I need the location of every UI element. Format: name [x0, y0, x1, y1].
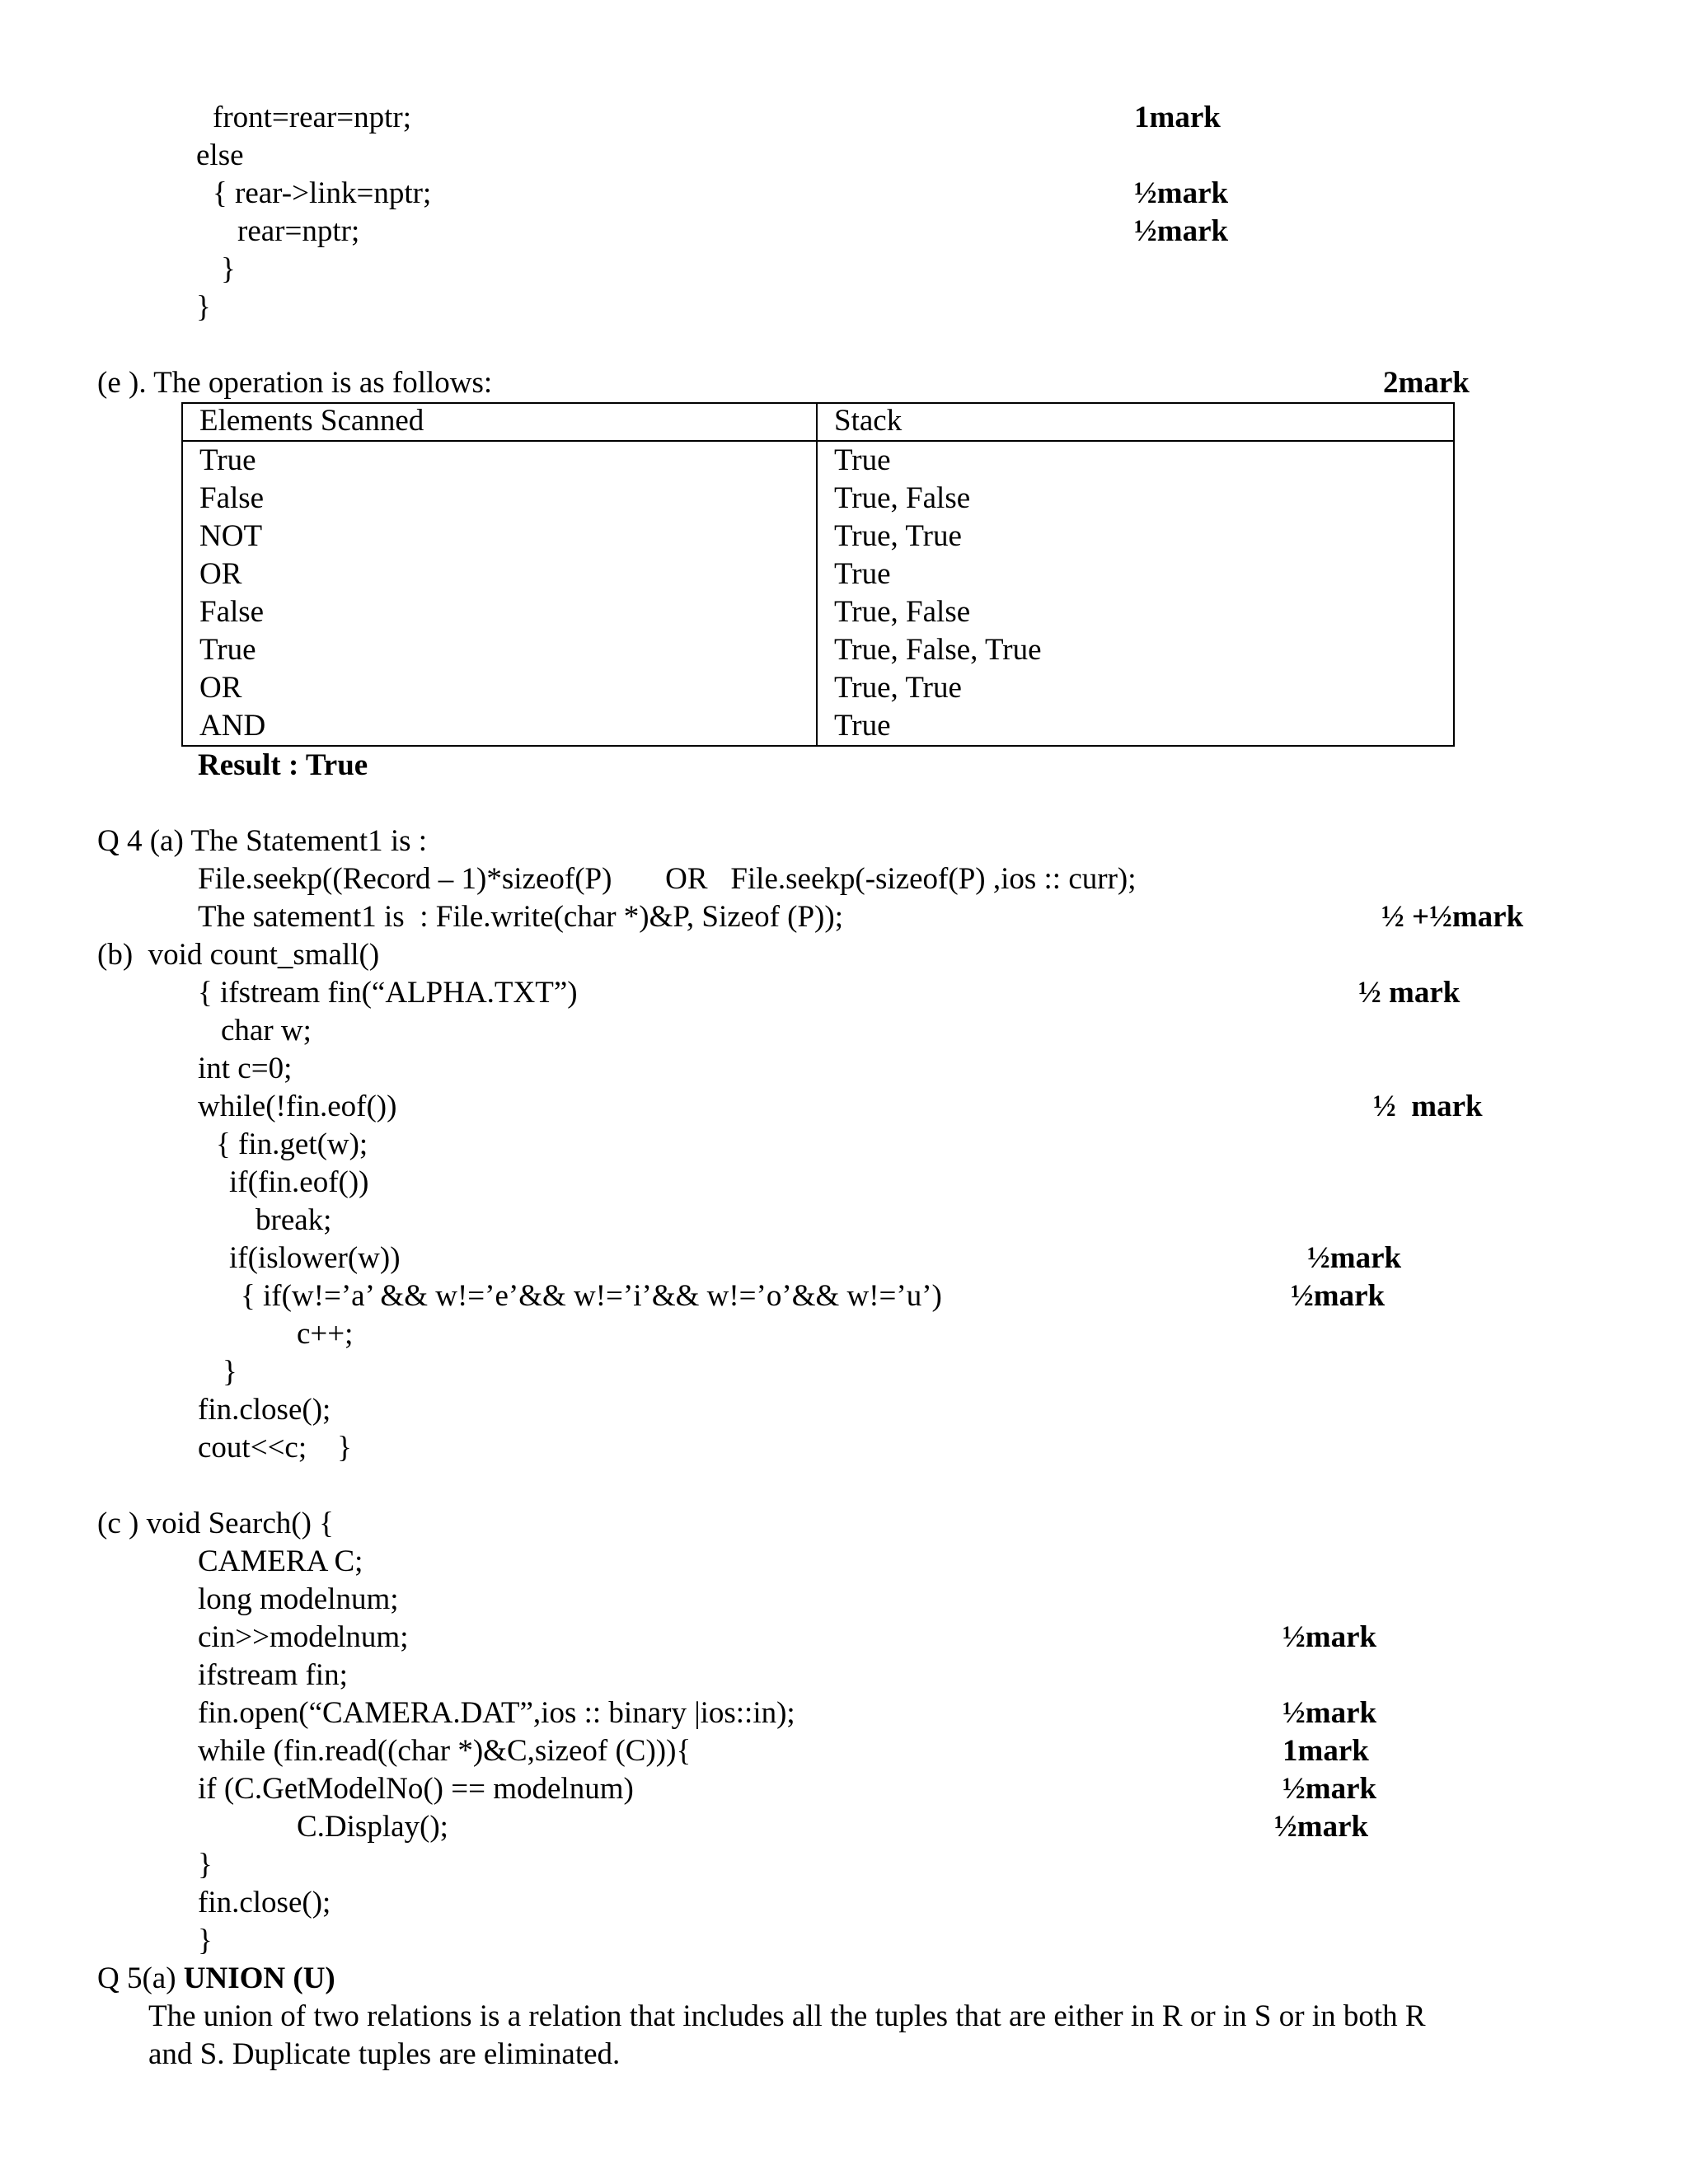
code-line: char w; [221, 1014, 312, 1047]
text-line: The union of two relations is a relation that includes all the tuples that are either in R or in S or in both R [148, 1999, 1426, 2033]
table-cell: NOT [182, 518, 817, 555]
mark-label: ½ +½mark [1381, 900, 1524, 934]
code-line: } [196, 290, 211, 324]
table-row [182, 593, 1454, 631]
code-line: } [198, 1924, 213, 1957]
mark-label: ½mark [1282, 1696, 1377, 1730]
section-heading: Q 4 (a) The Statement1 is : [97, 824, 428, 858]
operation-table [181, 402, 1455, 747]
table-cell: True [817, 555, 1454, 593]
code-line: rear=nptr; [237, 214, 360, 248]
text-line: The satement1 is : File.write(char *)&P, Sizeof (P)); [198, 900, 843, 934]
mark-label: ½mark [1282, 1620, 1377, 1654]
code-line: while(!fin.eof()) [198, 1090, 397, 1123]
table-cell: True, False [817, 593, 1454, 631]
table-row [182, 480, 1454, 518]
table-row [182, 631, 1454, 669]
mark-label: ½ mark [1358, 976, 1461, 1010]
code-line: else [196, 138, 244, 172]
text-line: File.seekp((Record – 1)*sizeof(P) OR File.seekp(-sizeof(P) ,ios :: curr); [198, 862, 1137, 896]
section-heading: (b) void count_small() [97, 938, 380, 972]
table-cell: True [182, 631, 817, 669]
section-heading [97, 1963, 335, 1994]
table-row [182, 555, 1454, 593]
code-line: ifstream fin; [198, 1658, 348, 1692]
table-row [182, 441, 1454, 480]
table-cell: True [182, 441, 817, 480]
code-line: { if(w!=’a’ && w!=’e’&& w!=’i’&& w!=’o’&& w!=’u’) [241, 1279, 942, 1313]
mark-label: ½mark [1282, 1772, 1377, 1806]
code-line: if (C.GetModelNo() == modelnum) [198, 1772, 634, 1806]
column-header: Elements Scanned [182, 403, 817, 441]
code-line: cout<<c; } [198, 1431, 352, 1465]
table-row [182, 669, 1454, 707]
code-line: cin>>modelnum; [198, 1620, 409, 1654]
table-cell: OR [182, 555, 817, 593]
code-line: } [223, 1355, 237, 1389]
mark-label: ½ mark [1373, 1090, 1483, 1123]
table-cell: AND [182, 707, 817, 746]
code-line: fin.close(); [198, 1393, 331, 1427]
table-cell: True, True [817, 518, 1454, 555]
code-line: { ifstream fin(“ALPHA.TXT”) [198, 976, 578, 1010]
table-row [182, 518, 1454, 555]
code-line: break; [256, 1203, 332, 1237]
code-line: C.Display(); [297, 1810, 448, 1844]
section-heading: (e ). The operation is as follows: [97, 366, 493, 400]
table-cell: True [817, 441, 1454, 480]
mark-label: ½mark [1134, 176, 1229, 210]
column-header: Stack [817, 403, 1454, 441]
mark-label: ½mark [1134, 214, 1229, 248]
mark-label: 1mark [1134, 101, 1221, 134]
code-line: fin.close(); [198, 1886, 331, 1919]
table-cell: OR [182, 669, 817, 707]
result-text: Result : True [198, 748, 368, 782]
code-line: if(fin.eof()) [229, 1165, 369, 1199]
code-line: { rear->link=nptr; [213, 176, 432, 210]
code-line: int c=0; [198, 1052, 293, 1085]
code-line: while (fin.read((char *)&C,sizeof (C))){ [198, 1734, 692, 1768]
code-line: fin.open(“CAMERA.DAT”,ios :: binary |ios::in); [198, 1696, 795, 1730]
code-line: } [198, 1848, 213, 1882]
code-line: if(islower(w)) [229, 1241, 401, 1275]
table-row [182, 707, 1454, 746]
table-cell: False [182, 593, 817, 631]
code-line: CAMERA C; [198, 1544, 363, 1578]
table-cell: True, True [817, 669, 1454, 707]
table-cell: True, False, True [817, 631, 1454, 669]
mark-label: ½mark [1307, 1241, 1402, 1275]
mark-label: 2mark [1383, 366, 1470, 400]
text-line: and S. Duplicate tuples are eliminated. [148, 2037, 621, 2071]
mark-label: ½mark [1274, 1810, 1369, 1844]
table-cell: True, False [817, 480, 1454, 518]
table-cell: True [817, 707, 1454, 746]
mark-label: 1mark [1282, 1734, 1369, 1768]
mark-label: ½mark [1291, 1279, 1386, 1313]
question-number: Q 5(a) [97, 1961, 184, 1995]
code-line: long modelnum; [198, 1582, 399, 1616]
table-header-row [182, 403, 1454, 441]
section-title: UNION (U) [183, 1961, 335, 1995]
code-line: c++; [297, 1317, 354, 1351]
section-heading: (c ) void Search() { [97, 1507, 334, 1540]
code-line: { fin.get(w); [216, 1127, 368, 1161]
code-line: } [221, 252, 236, 286]
table-cell: False [182, 480, 817, 518]
code-line: front=rear=nptr; [213, 101, 412, 134]
